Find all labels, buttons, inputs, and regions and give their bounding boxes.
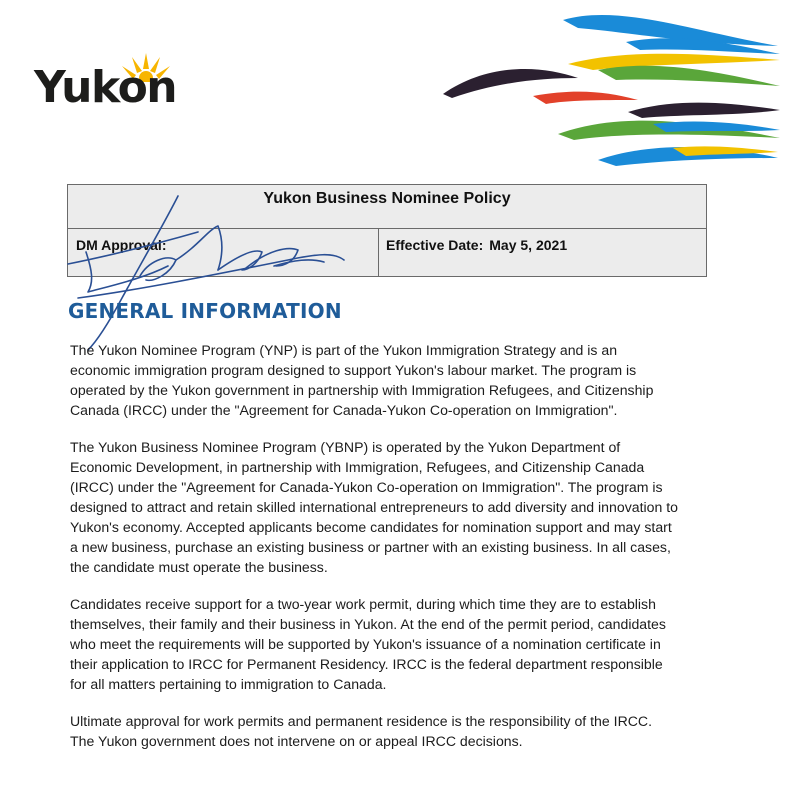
paragraph-2: The Yukon Business Nominee Program (YBNP) is operated by the Yukon Department of Economic Development, in partnership with Immigration, Refugees, and Citizenship Canada (IRCC) under the "Agreement for Canada-Yukon Co-operation on Immigration". The program is designed to attract and retain skilled international entrepreneurs to add diversity and innovation to Yukon's economy. Accepted applicants become candidates for nomination support and may start a new business, purchase an existing business or partner with an existing business. In all cases, the candidate must operate the business. — [70, 439, 678, 575]
section-heading: GENERAL INFORMATION — [68, 299, 342, 323]
yukon-logo: Yukon — [34, 62, 177, 113]
paragraph-1: The Yukon Nominee Program (YNP) is part of the Yukon Immigration Strategy and is an economic immigration program designed to support Yukon's labour market. The program is operated by the Yukon government in partnership with Immigration Refugees, and Citizenship Canada (IRCC) under the "Agreement for Canada-Yukon Co-operation on Immigration". — [70, 342, 654, 418]
wave-ribbons-graphic — [428, 8, 783, 173]
policy-title: Yukon Business Nominee Policy — [263, 190, 511, 207]
signature-graphic — [48, 190, 358, 360]
body-text — [70, 340, 678, 768]
table-column-divider — [378, 228, 379, 276]
paragraph-3: Candidates receive support for a two-year work permit, during which time they are to establish themselves, their family and their business in Yukon. At the end of the permit period, candidates who meet the requirements will be supported by Yukon's issuance of a nomination certificate in their application to IRCC for Permanent Residency. IRCC is the federal department responsible for all matters pertaining to immigration to Canada. — [70, 596, 666, 692]
effective-date — [386, 237, 567, 253]
dm-approval-label: DM Approval: — [76, 237, 167, 253]
paragraph-4: Ultimate approval for work permits and permanent residence is the responsibility of the IRCC. The Yukon government does not intervene on or appeal IRCC decisions. — [70, 713, 653, 749]
effective-date-label: Effective Date: — [386, 237, 484, 253]
effective-date-value: May 5, 2021 — [489, 237, 568, 253]
